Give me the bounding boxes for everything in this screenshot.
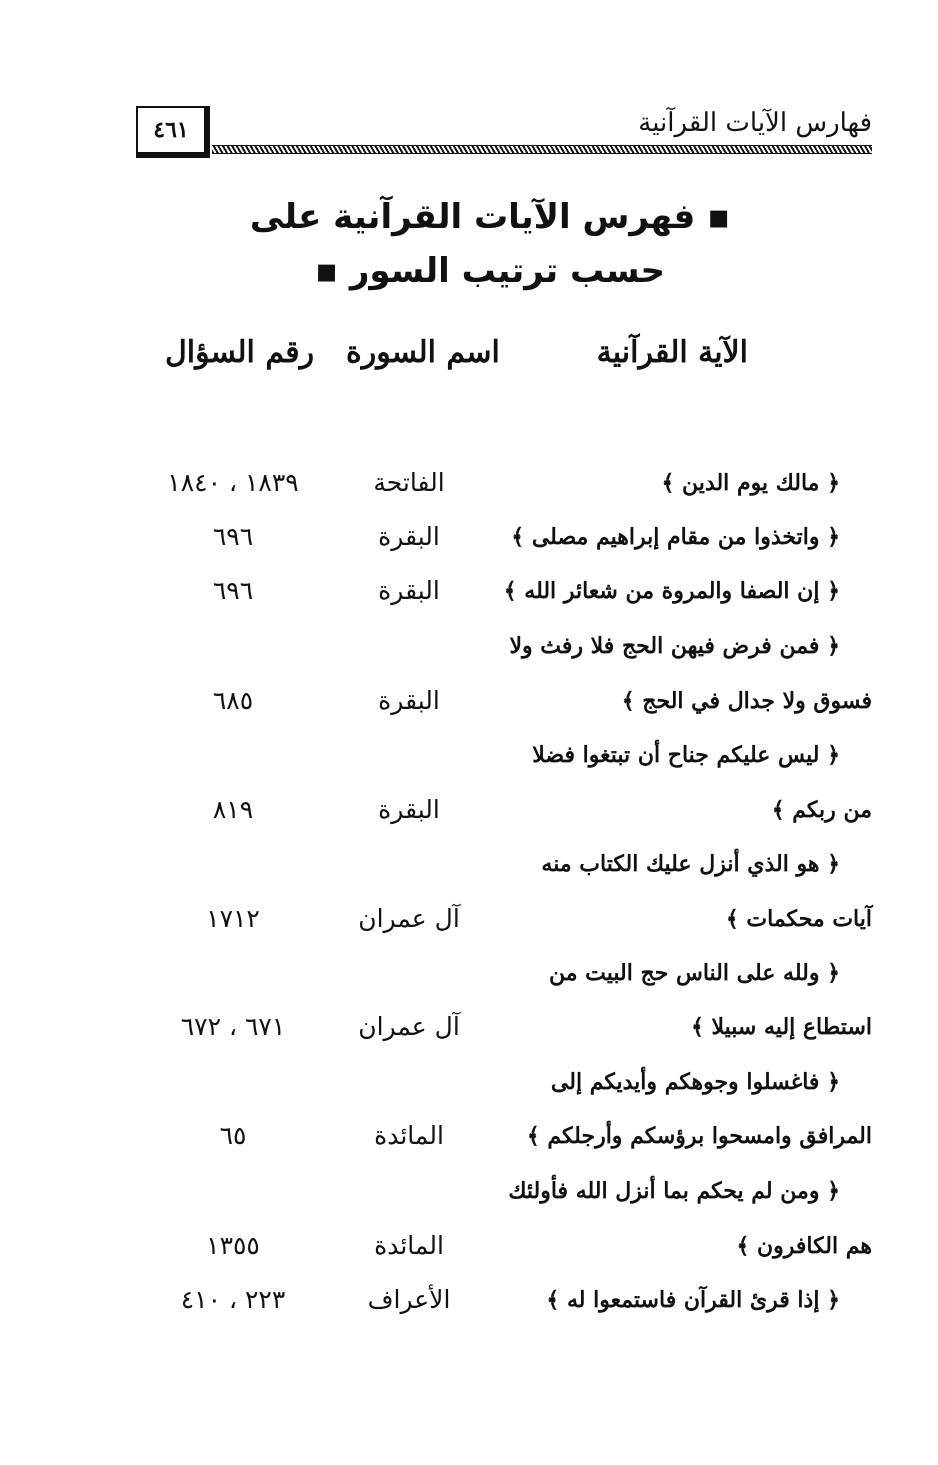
question-number: ٦٧١ ، ٦٧٢ [180, 1012, 286, 1041]
verse-text: فسوق ولا جدال في الحج ﴾ [621, 688, 872, 714]
sura-name: البقرة [378, 522, 440, 551]
sura-name: البقرة [378, 576, 440, 605]
question-number: ٨١٩ [212, 795, 254, 824]
sura-name: الفاتحة [373, 468, 445, 497]
verse-text: المرافق وامسحوا برؤسكم وأرجلكم ﴾ [526, 1123, 872, 1149]
sura-name: المائدة [374, 1231, 444, 1260]
question-number: ٦٩٦ [212, 576, 254, 605]
sura-name: البقرة [378, 795, 440, 824]
column-header-sura: اسم السورة [346, 335, 500, 370]
verse-text: ﴿ ليس عليكم جناح أن تبتغوا فضلا [532, 742, 840, 768]
sura-name: آل عمران [358, 1012, 460, 1041]
question-number: ١٣٥٥ [206, 1231, 260, 1260]
title-bullet-icon: ▪ [314, 251, 338, 291]
sura-name: البقرة [378, 686, 440, 715]
verse-text: ﴿ هو الذي أنزل عليك الكتاب منه [541, 851, 840, 877]
sura-name: آل عمران [358, 904, 460, 933]
verse-text: ﴿ إن الصفا والمروة من شعائر الله ﴾ [503, 578, 840, 604]
question-number: ٦٥ [219, 1121, 247, 1150]
sura-name: الأعراف [367, 1285, 451, 1314]
running-title: فهارس الآيات القرآنية [638, 108, 872, 138]
column-header-verse: الآية القرآنية [596, 335, 748, 370]
verse-text: ﴿ فمن فرض فيهن الحج فلا رفث ولا [509, 633, 840, 659]
verse-text: ﴿ ومن لم يحكم بما أنزل الله فأولئك [508, 1178, 840, 1204]
verse-text: ﴿ مالك يوم الدين ﴾ [661, 470, 840, 496]
question-number: ٢٢٣ ، ٤١٠ [180, 1285, 286, 1314]
column-header-question-number: رقم السؤال [165, 335, 315, 370]
verse-text: ﴿ فاغسلوا وجوهكم وأيديكم إلى [550, 1069, 840, 1095]
verse-text: ﴿ إذا قرئ القرآن فاستمعوا له ﴾ [546, 1287, 840, 1313]
verse-text: من ربكم ﴾ [771, 797, 872, 823]
question-number: ٦٩٦ [212, 522, 254, 551]
sura-name: المائدة [374, 1121, 444, 1150]
verse-text: هم الكافرون ﴾ [736, 1233, 872, 1259]
index-title [200, 190, 780, 298]
title-bullet-icon: ▪ [707, 197, 731, 237]
verse-text: ﴿ واتخذوا من مقام إبراهيم مصلى ﴾ [511, 524, 840, 550]
question-number: ١٨٣٩ ، ١٨٤٠ [167, 468, 299, 497]
index-title-text: فهرس الآيات القرآنية على حسب ترتيب السور [249, 197, 696, 291]
page-number: ٤٦١ [136, 106, 210, 158]
header-rule [212, 145, 872, 154]
verse-text: استطاع إليه سبيلا ﴾ [690, 1014, 872, 1040]
verse-text: ﴿ ولله على الناس حج البيت من [548, 960, 840, 986]
question-number: ٦٨٥ [212, 686, 254, 715]
verse-text: آيات محكمات ﴾ [725, 906, 872, 932]
question-number: ١٧١٢ [206, 904, 260, 933]
